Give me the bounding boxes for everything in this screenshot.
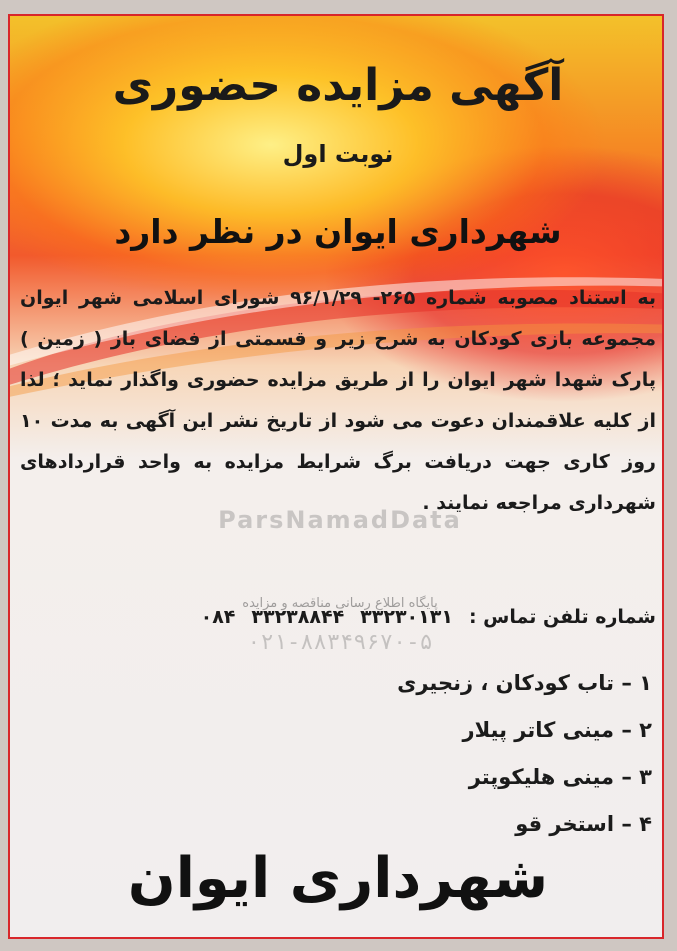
list-item: ۲ – مینی کاتر پیلار: [462, 718, 652, 742]
watermark-line: پایگاه اطلاع رسانی مناقصه و مزایده: [242, 596, 438, 611]
ad-body: به استناد مصوبه شماره ۲۶۵- ۹۶/۱/۲۹ شورای اسلامی شهر ایوان مجموعه بازی کودکان به شرح زیر و قسمتی از فضای باز ( زمین ) پارک شهدا شهر ایوان را از طریق مزایده حضوری واگذار نماید ؛ لذا از کلیه علاقمندان دعوت می شود از تاریخ نشر این آگهی به مدت ۱۰ روز کاری جهت دریافت برگ شرایط مزایده به واحد قراردادهای شهرداری مراجعه نمایند .: [20, 287, 656, 514]
ad-title: آگهی مزایده حضوری: [112, 60, 564, 111]
list-item: ۱ – تاب کودکان ، زنجیری: [397, 671, 652, 695]
list-item: ۳ – مینی هلیکوپتر: [468, 765, 652, 789]
ad-headline: شهرداری ایوان در نظر دارد: [114, 212, 562, 251]
contact-phones: [20, 606, 656, 628]
phone-number-2: ۳۳۲۳۸۸۴۴: [251, 606, 345, 628]
list-item: ۴ – استخر قو: [515, 812, 652, 836]
items-list: [252, 660, 652, 848]
ad-subtitle: نوبت اول: [282, 140, 394, 168]
municipality-signature: شهرداری ایوان: [127, 846, 549, 911]
phone-label: شماره تلفن تماس :: [468, 606, 656, 628]
auction-advertisement: [8, 14, 664, 939]
phone-area-code: ۰۸۴: [200, 606, 236, 628]
watermark-phone: ۰۲۱-۸۸۳۴۹۶۷۰-۵: [247, 630, 433, 655]
phone-number-1: ۳۳۲۳۰۱۳۱: [360, 606, 453, 628]
watermark-brand: ParsNamadData: [218, 506, 462, 534]
